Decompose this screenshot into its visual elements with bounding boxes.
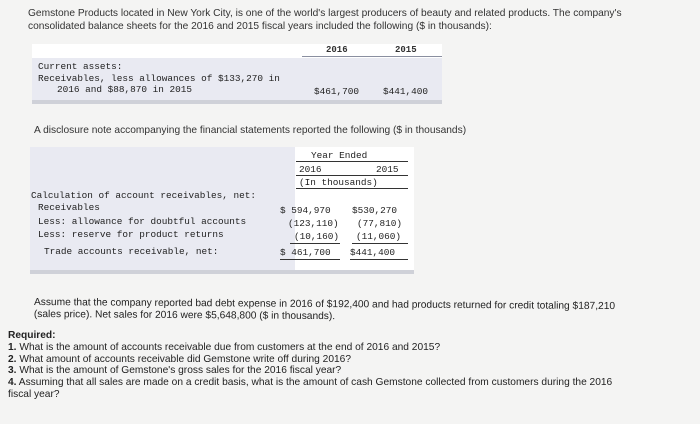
required-heading: Required: [8, 330, 56, 341]
in-thousands-header: (In thousands) [299, 177, 378, 188]
question-1-text: What is the amount of accounts receivable due from customers at the end of 2016 and 2015? [19, 341, 441, 353]
row-receivables-2016: $ 594,970 [280, 205, 331, 216]
question-4-continuation: fiscal year? [8, 388, 60, 400]
total-rule-2015 [350, 259, 408, 260]
row-allowance-2015: (77,810) [357, 218, 403, 229]
balance-sheet-header-rule [302, 56, 442, 57]
disclosure-col-2016: 2016 [299, 164, 322, 175]
balance-sheet-col-2016: 2016 [326, 45, 348, 55]
row-label-returns: Less: reserve for product returns [38, 229, 224, 240]
assumption-paragraph [34, 297, 694, 326]
receivables-label-line-2: 2016 and $88,870 in 2015 [57, 84, 193, 95]
row-label-net: Trade accounts receivable, net: [44, 246, 219, 257]
question-1-number: 1. [8, 341, 17, 353]
disclosure-table-title: Calculation of account receivables, net: [31, 190, 257, 201]
receivables-label-line-1: Receivables, less allowances of $133,270 in [38, 72, 280, 84]
row-net-2015: $441,400 [350, 247, 396, 258]
year-ended-header: Year Ended [311, 150, 368, 161]
intro-paragraph [28, 8, 683, 33]
required-section [8, 330, 698, 401]
intro-line-2: consolidated balance sheets for the 2016 and 2015 fiscal years included the following ($ in thousands): [28, 20, 492, 32]
disclosure-col-2015: 2015 [376, 164, 399, 175]
question-1 [8, 342, 698, 354]
row-returns-2015: (11,060) [356, 231, 402, 242]
assumption-line-1: Assume that the company reported bad debt expense in 2016 of $192,400 and had products returned for credit totaling $187,210 [33, 297, 616, 313]
subtotal-rule-2016 [290, 243, 340, 244]
row-label-allowance: Less: allowance for doubtful accounts [38, 216, 247, 227]
current-assets-label: Current assets: [38, 61, 123, 72]
disclosure-text: A disclosure note accompanying the financial statements reported the following ($ in thousands) [34, 125, 467, 136]
question-4-text: Assuming that all sales are made on a credit basis, what is the amount of cash Gemstone collected from customers during the 2016 [18, 377, 613, 389]
row-label-receivables: Receivables [38, 202, 100, 213]
row-allowance-2016: (123,110) [288, 218, 339, 229]
intro-line-1: Gemstone Products located in New York City, is one of the world's largest producers of beauty and related products. The company's [28, 8, 622, 19]
header-rule-2 [296, 175, 408, 176]
subtotal-rule-2015 [352, 243, 408, 244]
balance-sheet-value-2016: $461,700 [314, 86, 360, 97]
row-returns-2016: (10,160) [294, 231, 340, 242]
header-rule-3 [296, 188, 408, 189]
row-receivables-2015: $530,270 [352, 205, 398, 216]
question-3-number: 3. [8, 365, 17, 377]
question-3-text: What is the amount of Gemstone's gross sales for the 2016 fiscal year? [19, 365, 342, 377]
question-4-number: 4. [8, 377, 17, 389]
question-2 [8, 354, 698, 366]
total-rule-2016 [280, 259, 340, 260]
balance-sheet-row-label [38, 61, 280, 96]
balance-sheet-bottom-rule [32, 100, 442, 104]
header-rule-1 [296, 161, 408, 162]
row-net-2016: $ 461,700 [280, 247, 331, 258]
balance-sheet-col-2015: 2015 [395, 45, 417, 55]
question-2-number: 2. [8, 353, 17, 365]
question-4 [8, 377, 698, 389]
question-2-text: What amount of accounts receivable did Gemstone write off during 2016? [19, 353, 352, 365]
balance-sheet-value-2015: $441,400 [383, 86, 429, 97]
disclosure-table-bottom-rule [30, 270, 414, 274]
assumption-line-2: (sales price). Net sales for 2016 were $5,648,800 ($ in thousands). [33, 309, 336, 323]
question-3 [8, 365, 698, 377]
